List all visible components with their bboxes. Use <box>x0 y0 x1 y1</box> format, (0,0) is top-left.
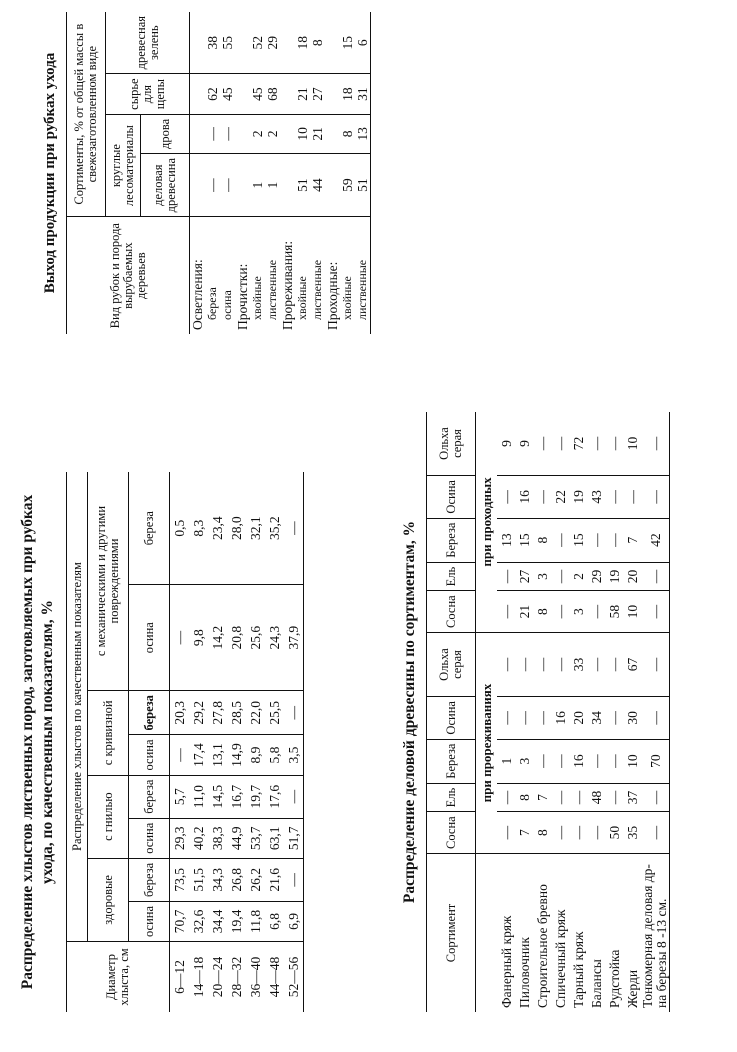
value-cell: 3 <box>569 591 587 633</box>
value-cell: 51,5 <box>189 858 208 901</box>
table3-block <box>40 12 371 334</box>
species-label: хвойные <box>340 217 355 334</box>
value-cell: — <box>533 739 551 783</box>
cutting-type-label: Проходные: <box>325 217 340 334</box>
species-label: береза <box>205 217 220 334</box>
value-cell: 8,9 <box>246 735 265 775</box>
value-cell: — <box>641 591 670 633</box>
value-cell <box>235 114 250 153</box>
cutting-type-label: Прочистки: <box>235 217 250 334</box>
value-cell: 30 <box>623 697 641 740</box>
value-cell: 19,4 <box>227 901 246 941</box>
value-cell: — <box>587 812 605 854</box>
value-cell: 20 <box>623 562 641 591</box>
value-cell: 42 <box>641 518 670 562</box>
value-cell: — <box>641 633 670 697</box>
value-cell: 2 <box>265 114 280 153</box>
value-cell: — <box>497 562 515 591</box>
value-cell: 52 <box>250 35 265 50</box>
value-cell: 5,8 <box>265 735 284 775</box>
table1-species-birch: береза <box>141 511 156 546</box>
value-cell: 3,5 <box>284 735 304 775</box>
value-cell: — <box>623 476 641 519</box>
value-cell: — <box>170 735 190 775</box>
diameter-cell: 20—24 <box>208 942 227 1013</box>
value-cell: 31 <box>355 74 371 114</box>
value-cell: 7 <box>533 783 551 812</box>
species-label: лиственные <box>265 217 280 334</box>
value-cell: 33 <box>569 633 587 697</box>
value-cell: 19 <box>605 562 623 591</box>
value-cell: 6 <box>355 39 370 47</box>
value-cell: — <box>220 114 235 153</box>
value-cell: — <box>497 476 515 519</box>
value-cell: 59 <box>340 154 355 217</box>
table1-group-damage: с механическими и другими повреждениями <box>88 472 129 691</box>
table1-species-birch: береза <box>129 775 170 818</box>
value-cell: — <box>205 154 220 217</box>
value-cell: 13 <box>355 114 371 153</box>
value-cell: — <box>605 697 623 740</box>
value-cell: 29,2 <box>189 691 208 735</box>
value-cell: 14,9 <box>227 735 246 775</box>
table2-col-pine: Сосна <box>427 591 476 633</box>
value-cell: 38,3 <box>208 818 227 858</box>
value-cell: — <box>605 476 623 519</box>
table-row <box>280 12 295 334</box>
value-cell: 19 <box>569 476 587 519</box>
value-cell: 23,4 <box>210 516 225 540</box>
value-cell: — <box>551 812 569 854</box>
value-cell: 51 <box>355 154 371 217</box>
value-cell: — <box>587 591 605 633</box>
value-cell: — <box>551 591 569 633</box>
value-cell: 14,5 <box>208 775 227 818</box>
diameter-cell: 6—12 <box>170 942 190 1013</box>
value-cell: 45 <box>220 74 235 114</box>
value-cell: 29 <box>265 35 280 50</box>
value-cell: — <box>551 562 569 591</box>
value-cell: 67 <box>623 633 641 697</box>
value-cell: 20 <box>569 697 587 740</box>
table-row <box>623 412 641 1012</box>
value-cell: 70 <box>641 739 670 783</box>
value-cell: 18 <box>295 35 310 50</box>
value-cell: 22,0 <box>246 691 265 735</box>
table1-group-rot: с гнилью <box>88 775 129 858</box>
value-cell: — <box>284 775 304 818</box>
value-cell: 9,8 <box>189 585 208 691</box>
value-cell: 1 <box>497 739 515 783</box>
table-row <box>295 12 310 334</box>
table1-group-curve: с кривизной <box>88 691 129 775</box>
value-cell: 28,5 <box>227 691 246 735</box>
table-row <box>189 472 208 1012</box>
value-cell: 10 <box>623 591 641 633</box>
table-row <box>641 412 670 1012</box>
value-cell: 70,7 <box>170 901 190 941</box>
table3-col-chips: сырье для щепы <box>106 74 190 114</box>
table3-col-cutting: Вид рубок и порода вырубаемых деревьев <box>67 217 190 334</box>
value-cell: 19,7 <box>246 775 265 818</box>
value-cell: 40,2 <box>189 818 208 858</box>
value-cell: — <box>605 739 623 783</box>
value-cell: — <box>641 783 670 812</box>
table3-col-green: древесная зелень <box>106 12 190 74</box>
value-cell: — <box>551 739 569 783</box>
table-row <box>551 412 569 1012</box>
value-cell: — <box>497 812 515 854</box>
value-cell: 51,7 <box>284 818 304 858</box>
value-cell: 17,6 <box>265 775 284 818</box>
table-row <box>227 472 246 1012</box>
value-cell: 2 <box>250 114 265 153</box>
value-cell: 44,9 <box>227 818 246 858</box>
table1-body <box>170 472 304 1012</box>
table1-species-aspen: осина <box>129 735 170 775</box>
value-cell: 62 <box>205 74 220 114</box>
table2 <box>426 412 670 1012</box>
table2-col-birch: Береза <box>427 739 476 783</box>
table1-species-birch: береза <box>129 858 170 901</box>
value-cell: 1 <box>250 154 265 217</box>
table-row <box>205 12 220 334</box>
value-cell <box>325 12 340 74</box>
value-cell: — <box>551 783 569 812</box>
table-row <box>265 12 280 334</box>
value-cell <box>280 114 295 153</box>
table-row <box>220 12 235 334</box>
value-cell: 37 <box>623 783 641 812</box>
value-cell: — <box>588 436 604 451</box>
assortment-cell: Рудстойка <box>605 854 623 1013</box>
value-cell: — <box>533 697 551 740</box>
table1-species-aspen: осина <box>129 818 170 858</box>
value-cell: 20,8 <box>227 585 246 691</box>
value-cell: 29 <box>587 562 605 591</box>
value-cell: — <box>170 585 190 691</box>
value-cell: 32,6 <box>189 901 208 941</box>
diameter-cell: 44—48 <box>265 942 284 1013</box>
value-cell <box>190 12 206 74</box>
value-cell: — <box>533 476 551 519</box>
value-cell: 44 <box>310 154 325 217</box>
value-cell: 8 <box>533 518 551 562</box>
table-row <box>190 12 206 334</box>
value-cell: 15 <box>340 35 355 50</box>
assortment-cell: Пиловочник <box>515 854 533 1013</box>
value-cell: 34,4 <box>208 901 227 941</box>
value-cell: 2 <box>569 562 587 591</box>
value-cell <box>190 114 206 153</box>
value-cell: — <box>641 562 670 591</box>
table-row <box>340 12 355 334</box>
value-cell: 8 <box>515 783 533 812</box>
value-cell: — <box>515 633 533 697</box>
value-cell: 16 <box>551 697 569 740</box>
table2-col-aspen: Осина <box>427 476 476 519</box>
value-cell: 0,5 <box>172 519 187 537</box>
value-cell <box>280 74 295 114</box>
value-cell: 5,7 <box>170 775 190 818</box>
value-cell: 21,6 <box>265 858 284 901</box>
value-cell: 17,4 <box>189 735 208 775</box>
value-cell: 8,3 <box>191 519 206 537</box>
diameter-cell: 36—40 <box>246 942 265 1013</box>
value-cell: 21 <box>310 114 325 153</box>
value-cell: — <box>534 436 550 451</box>
table2-col-pine: Сосна <box>427 812 476 854</box>
value-cell: — <box>497 633 515 697</box>
value-cell: 21 <box>515 591 533 633</box>
table3-col-round: круглые лесоматериалы <box>106 114 141 216</box>
value-cell: — <box>552 436 568 451</box>
table2-block <box>400 412 670 1012</box>
species-label: хвойные <box>295 217 310 334</box>
value-cell: 27,8 <box>208 691 227 735</box>
table-row <box>497 412 515 1012</box>
value-cell: 43 <box>587 476 605 519</box>
value-cell: — <box>647 436 663 451</box>
value-cell: 32,1 <box>248 516 263 540</box>
value-cell: — <box>605 518 623 562</box>
value-cell: — <box>497 783 515 812</box>
table-row <box>284 472 304 1012</box>
assortment-cell: Строительное бревно <box>533 854 551 1013</box>
species-label: лиственные <box>355 217 371 334</box>
assortment-cell: Тарный кряж <box>569 854 587 1013</box>
value-cell: 51 <box>295 154 310 217</box>
value-cell: — <box>284 858 304 901</box>
value-cell: — <box>515 697 533 740</box>
table2-col-birch: Береза <box>427 518 476 562</box>
value-cell: 8 <box>533 591 551 633</box>
table2-col-spruce: Ель <box>427 783 476 812</box>
value-cell: — <box>497 697 515 740</box>
value-cell: 8 <box>310 39 325 47</box>
table-row <box>265 472 284 1012</box>
value-cell: — <box>641 812 670 854</box>
table1 <box>66 472 304 1012</box>
value-cell: 11,0 <box>189 775 208 818</box>
assortment-cell: Балансы <box>587 854 605 1013</box>
diameter-cell: 14—18 <box>189 942 208 1013</box>
value-cell: 25,6 <box>246 585 265 691</box>
value-cell: 7 <box>515 812 533 854</box>
value-cell: 25,5 <box>265 691 284 735</box>
species-label: лиственные <box>310 217 325 334</box>
value-cell: 10 <box>295 114 310 153</box>
value-cell: 27 <box>515 562 533 591</box>
value-cell <box>235 74 250 114</box>
table2-col-alder: Ольха серая <box>427 633 476 697</box>
value-cell: 73,5 <box>170 858 190 901</box>
table1-title: Распределение хлыстов лиственных пород, заготовляемых при рубках ухода, по качественным показателям, % <box>19 494 56 990</box>
value-cell: — <box>569 812 587 854</box>
table2-col-aspen: Осина <box>427 697 476 740</box>
value-cell: 22 <box>551 476 569 519</box>
value-cell: — <box>587 739 605 783</box>
value-cell: 72 <box>570 436 586 451</box>
table2-body <box>476 412 670 1012</box>
value-cell: 3 <box>515 739 533 783</box>
value-cell <box>235 12 250 74</box>
value-cell: 16 <box>569 739 587 783</box>
value-cell: — <box>551 518 569 562</box>
value-cell: — <box>286 521 301 535</box>
value-cell: 3 <box>533 562 551 591</box>
value-cell: 29,3 <box>170 818 190 858</box>
value-cell: 38 <box>205 35 220 50</box>
value-cell: 10 <box>623 739 641 783</box>
table1-block <box>18 472 304 1012</box>
value-cell: — <box>533 633 551 697</box>
table-row <box>515 412 533 1012</box>
value-cell: 8 <box>533 812 551 854</box>
assortment-cell: Фанерный кряж <box>497 854 515 1013</box>
value-cell <box>280 154 295 217</box>
value-cell <box>325 114 340 153</box>
table-row <box>235 12 250 334</box>
value-cell <box>325 74 340 114</box>
table3-title: Выход продукции при рубках ухода <box>42 52 58 294</box>
value-cell: — <box>551 633 569 697</box>
value-cell <box>325 154 340 217</box>
assortment-cell: Спичечный кряж <box>551 854 569 1013</box>
species-label: осина <box>220 217 235 334</box>
table-row <box>310 12 325 334</box>
table-row <box>250 12 265 334</box>
table-row <box>208 472 227 1012</box>
table2-col-assortment: Сортимент <box>427 854 476 1013</box>
table3 <box>66 12 371 334</box>
value-cell: 53,7 <box>246 818 265 858</box>
value-cell: 27 <box>310 74 325 114</box>
value-cell <box>280 12 295 74</box>
value-cell: — <box>606 436 622 451</box>
value-cell: 34,3 <box>208 858 227 901</box>
value-cell <box>190 74 206 114</box>
value-cell <box>235 154 250 217</box>
assortment-cell: Жерди <box>623 854 641 1013</box>
value-cell: 8 <box>340 114 355 153</box>
value-cell: 28,0 <box>229 516 244 540</box>
value-cell: 9 <box>498 440 514 447</box>
value-cell: 11,8 <box>246 901 265 941</box>
value-cell: 15 <box>569 518 587 562</box>
value-cell: 21 <box>295 74 310 114</box>
value-cell: 45 <box>250 74 265 114</box>
table1-col-diameter: Диаметр хлыста, см <box>67 942 170 1013</box>
diameter-cell: 52—56 <box>284 942 304 1013</box>
value-cell: — <box>497 591 515 633</box>
value-cell: 13 <box>497 518 515 562</box>
value-cell: 58 <box>605 591 623 633</box>
value-cell: — <box>284 691 304 735</box>
table-row <box>170 472 190 1012</box>
value-cell: — <box>605 783 623 812</box>
value-cell: — <box>641 476 670 519</box>
table-row <box>355 12 371 334</box>
value-cell: 10 <box>624 436 640 451</box>
value-cell: 34 <box>587 697 605 740</box>
value-cell: — <box>569 783 587 812</box>
value-cell: 7 <box>623 518 641 562</box>
value-cell: 35,2 <box>267 516 282 540</box>
table3-col-group: Сортименты, % от общей массы в свежезаготовленном виде <box>67 12 106 217</box>
table3-col-business: деловая древесина <box>141 154 190 217</box>
value-cell: 15 <box>515 518 533 562</box>
value-cell: 20,3 <box>170 691 190 735</box>
table-row <box>605 412 623 1012</box>
cutting-type-label: Осветления: <box>190 217 206 334</box>
table-row <box>325 12 340 334</box>
value-cell: — <box>220 154 235 217</box>
table2-group-thinning: при прореживаниях <box>476 633 498 854</box>
table1-group-healthy: здоровые <box>88 858 129 941</box>
value-cell: — <box>605 633 623 697</box>
value-cell: 35 <box>623 812 641 854</box>
table1-species-birch: береза <box>129 691 170 735</box>
value-cell <box>190 154 206 217</box>
value-cell: 48 <box>587 783 605 812</box>
table3-body <box>190 12 371 334</box>
value-cell: 6,9 <box>284 901 304 941</box>
value-cell: 16,7 <box>227 775 246 818</box>
value-cell: 18 <box>340 74 355 114</box>
table1-species-aspen: осина <box>129 901 170 941</box>
value-cell: 9 <box>516 440 532 447</box>
value-cell: 1 <box>265 154 280 217</box>
table2-col-spruce: Ель <box>427 562 476 591</box>
value-cell: — <box>641 697 670 740</box>
value-cell: 26,2 <box>246 858 265 901</box>
table-row <box>533 412 551 1012</box>
value-cell: — <box>587 633 605 697</box>
assortment-cell: Тонкомерная деловая др-на березы 8 -13 см. <box>641 854 670 1013</box>
table2-group-passage: при проходных <box>476 412 498 633</box>
table2-title: Распределение деловой древесины по сортиментам, % <box>401 520 418 904</box>
value-cell: 37,9 <box>284 585 304 691</box>
value-cell: — <box>587 518 605 562</box>
table-row <box>246 472 265 1012</box>
table1-col-group: Распределение хлыстов по качественным показателям <box>67 472 88 942</box>
value-cell: 68 <box>265 74 280 114</box>
value-cell: 55 <box>220 35 235 50</box>
value-cell: 6,8 <box>265 901 284 941</box>
table3-col-firewood: дрова <box>141 114 190 153</box>
table1-species-aspen: осина <box>129 585 170 691</box>
value-cell: 50 <box>605 812 623 854</box>
table-row <box>569 412 587 1012</box>
value-cell: 14,2 <box>208 585 227 691</box>
table2-col-alder: Ольха серая <box>437 427 464 460</box>
value-cell: — <box>205 114 220 153</box>
diameter-cell: 28—32 <box>227 942 246 1013</box>
value-cell: 24,3 <box>265 585 284 691</box>
value-cell: 13,1 <box>208 735 227 775</box>
value-cell: 26,8 <box>227 858 246 901</box>
table-row <box>587 412 605 1012</box>
species-label: хвойные <box>250 217 265 334</box>
cutting-type-label: Прореживания: <box>280 217 295 334</box>
value-cell: 16 <box>515 476 533 519</box>
value-cell: 63,1 <box>265 818 284 858</box>
